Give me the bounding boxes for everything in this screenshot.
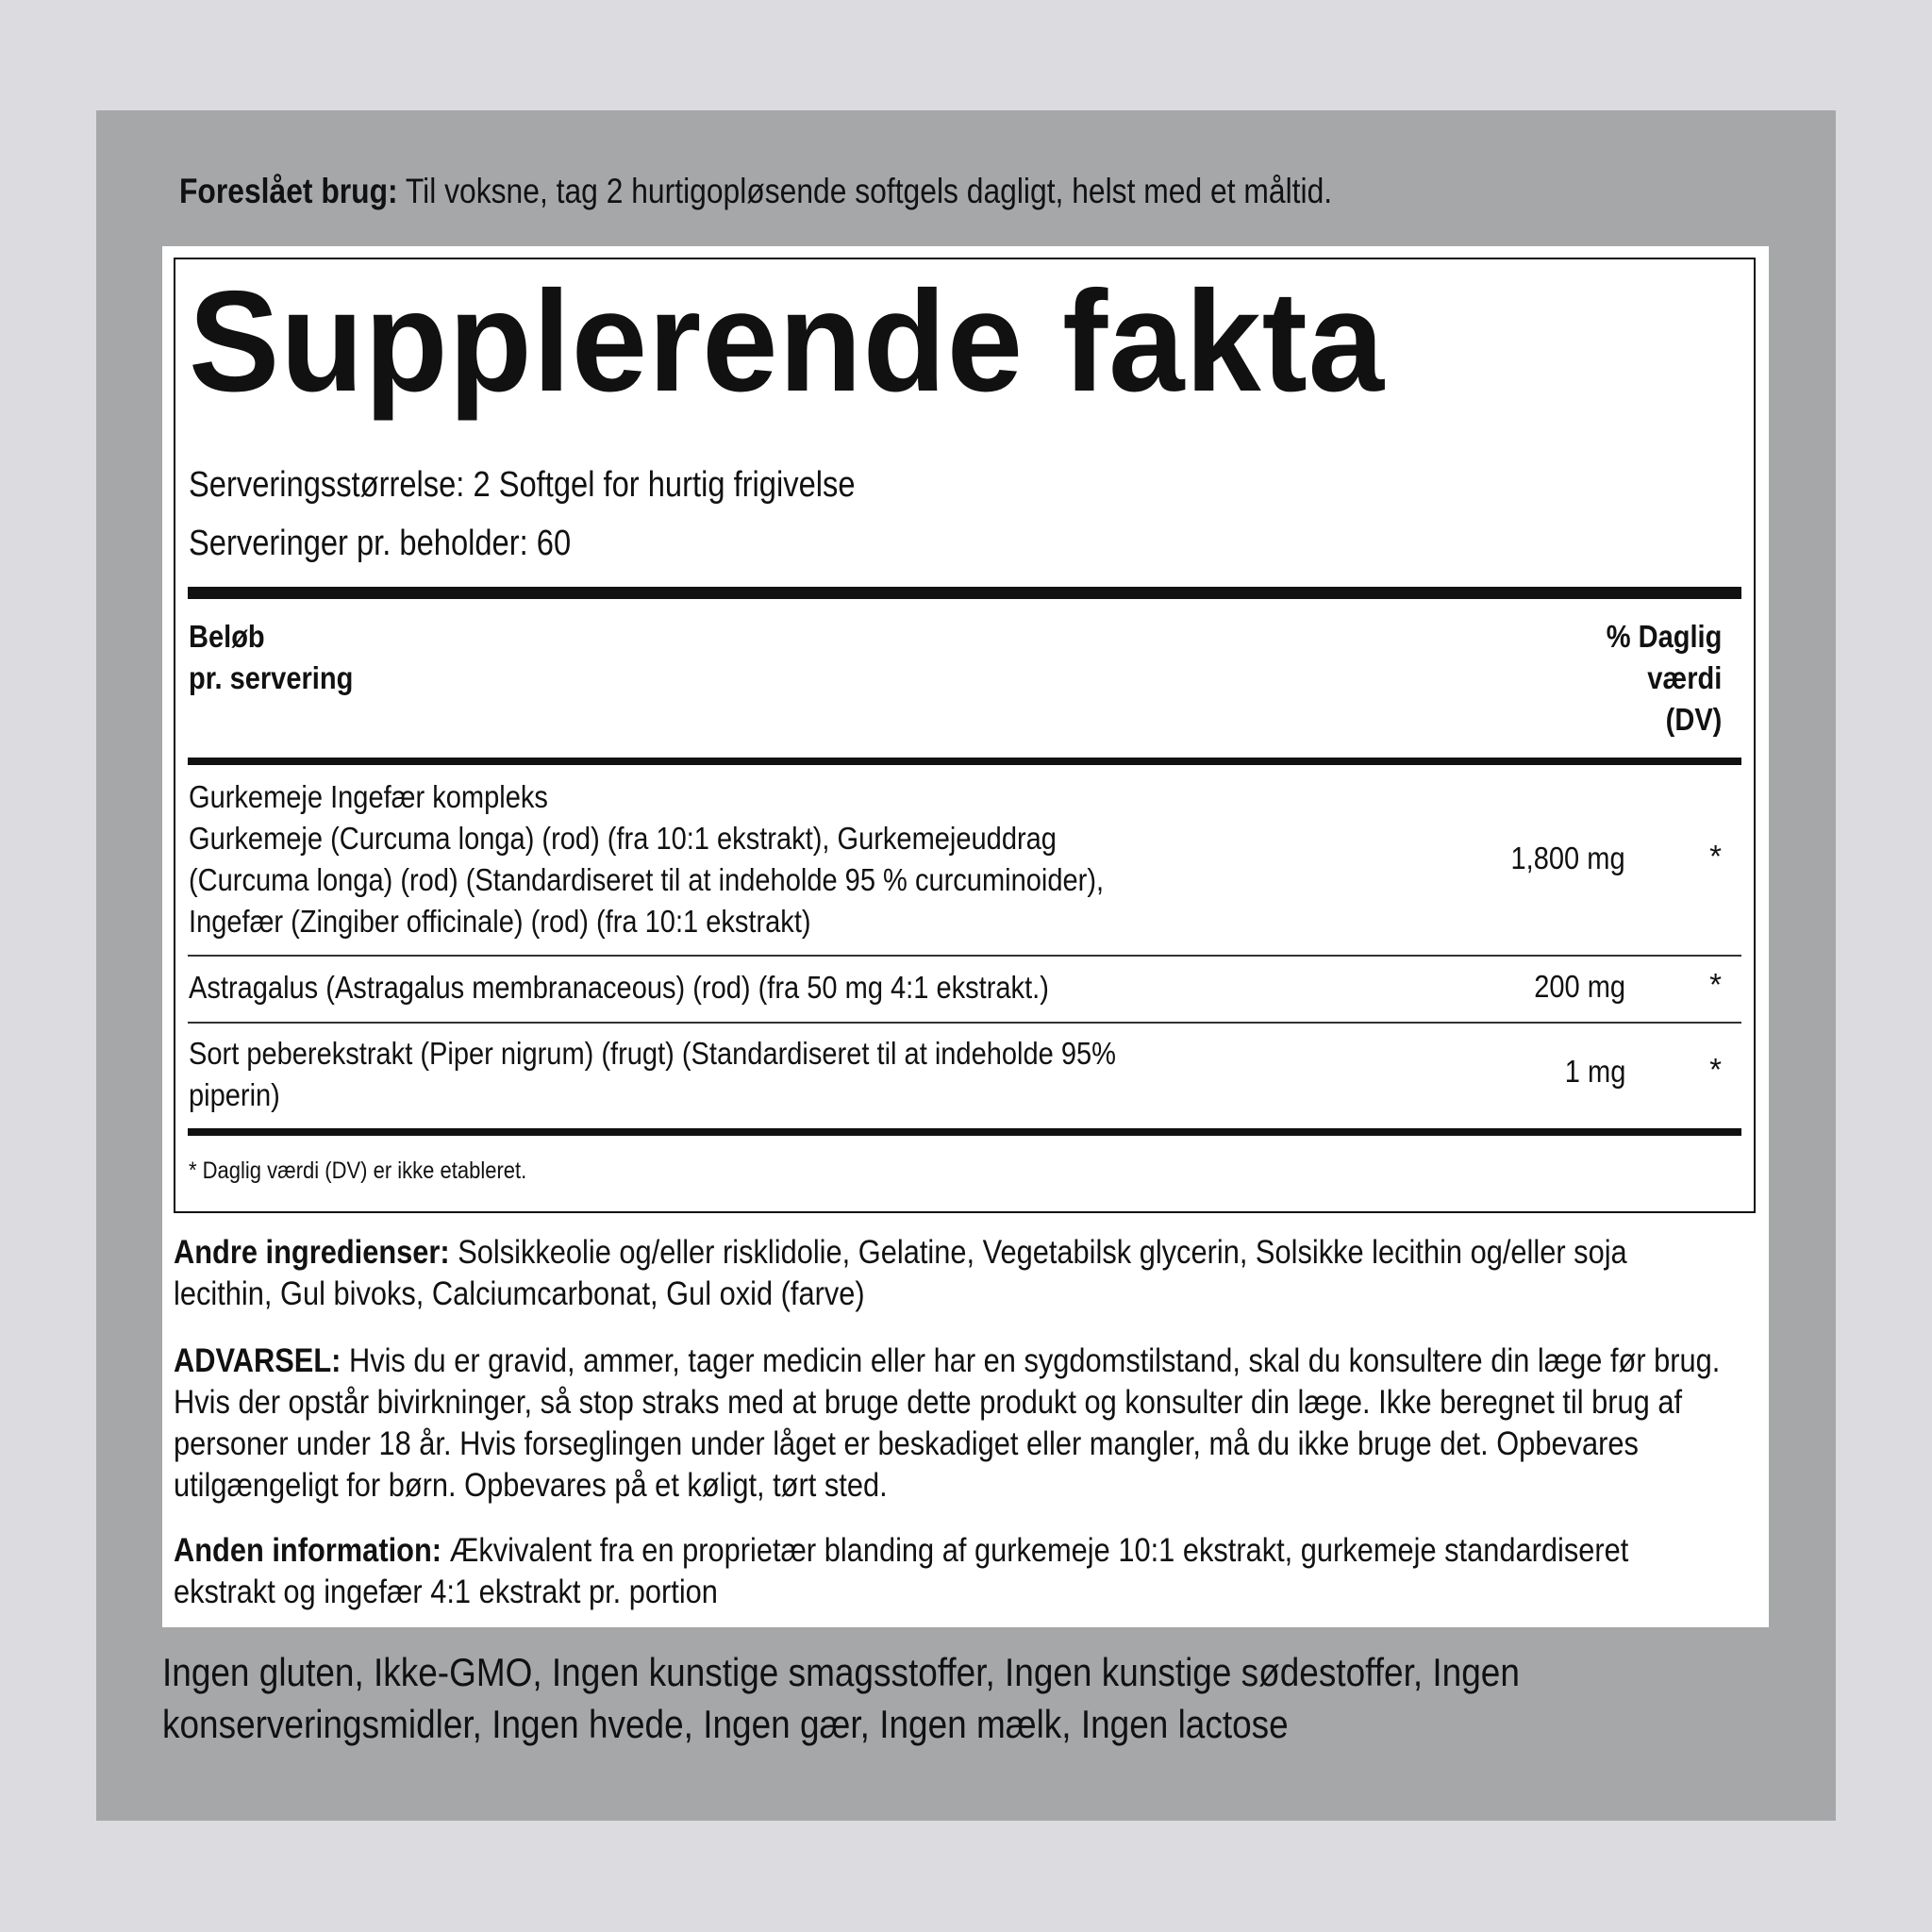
- ingredient-name: Sort peberekstrakt (Piper nigrum) (frugt) (Standardiseret til at indeholde 95%: [189, 1036, 1116, 1071]
- free-from-text: Ingen gluten, Ikke-GMO, Ingen kunstige smagsstoffer, Ingen kunstige sødestoffer, Ingen: [162, 1650, 1520, 1694]
- row-divider: [188, 1022, 1741, 1024]
- facts-title: Supplerende fakta: [189, 261, 1385, 422]
- other-information-text: ekstrakt og ingefær 4:1 ekstrakt pr. portion: [174, 1574, 718, 1610]
- warning-text: Hvis der opstår bivirkninger, så stop straks med at bruge dette produkt og konsulter din læge. Ikke beregnet til brug af: [174, 1384, 1683, 1421]
- other-ingredients-text: lecithin, Gul bivoks, Calciumcarbonat, Gul oxid (farve): [174, 1275, 865, 1312]
- warning-text: utilgængeligt for børn. Opbevares på et køligt, tørt sted.: [174, 1467, 888, 1504]
- dv-header-line: (DV): [1665, 702, 1722, 737]
- other-ingredients-label: Andre ingredienser:: [174, 1234, 450, 1271]
- suggested-use: [179, 172, 1574, 211]
- ingredient-amount: 1 mg: [1564, 1054, 1625, 1089]
- ingredient-amount: 200 mg: [1534, 969, 1625, 1004]
- warning-text: Hvis du er gravid, ammer, tager medicin eller har en sygdomstilstand, skal du konsultere din læge før brug.: [341, 1342, 1721, 1379]
- header-divider: [188, 758, 1741, 765]
- ingredient-detail: Gurkemeje (Curcuma longa) (rod) (fra 10:1 ekstrakt), Gurkemejeuddrag: [189, 821, 1057, 856]
- ingredient-detail: (Curcuma longa) (rod) (Standardiseret til at indeholde 95 % curcuminoider),: [189, 862, 1105, 897]
- ingredient-dv: *: [1709, 1052, 1722, 1087]
- supplement-facts-box: [174, 258, 1756, 1213]
- ingredient-detail: piperin): [189, 1077, 280, 1112]
- ingredient-row-turmeric-ginger: [189, 776, 1168, 942]
- serving-size: Serveringsstørrelse: 2 Softgel for hurtig frigivelse: [189, 465, 856, 505]
- suggested-use-label: Foreslået brug:: [179, 172, 398, 210]
- warning-label: ADVARSEL:: [174, 1342, 341, 1379]
- amount-header-line: Beløb: [189, 619, 265, 654]
- other-information-label: Anden information:: [174, 1532, 442, 1569]
- ingredient-row-black-pepper: [189, 1033, 1168, 1116]
- row-divider: [188, 955, 1741, 957]
- ingredient-name: Astragalus (Astragalus membranaceous) (rod) (fra 50 mg 4:1 ekstrakt.): [189, 970, 1049, 1005]
- other-information-text: Ækvivalent fra en proprietær blanding af gurkemeje 10:1 ekstrakt, gurkemeje standardiseret: [441, 1532, 1629, 1569]
- other-ingredients-text: Solsikkeolie og/eller risklidolie, Gelatine, Vegetabilsk glycerin, Solsikke lecithin og/eller soja: [449, 1234, 1627, 1271]
- other-ingredients: [174, 1232, 1755, 1315]
- ingredient-dv: *: [1709, 967, 1722, 1002]
- dv-header-line: værdi: [1646, 660, 1722, 695]
- ingredient-dv: *: [1709, 839, 1722, 874]
- bottom-divider: [188, 1128, 1741, 1136]
- warning-text: personer under 18 år. Hvis forseglingen under låget er beskadiget eller mangler, må du ikke bruge det. Opbevares: [174, 1425, 1639, 1462]
- ingredient-detail: Ingefær (Zingiber officinale) (rod) (fra 10:1 ekstrakt): [189, 904, 811, 939]
- free-from-text: konserveringsmidler, Ingen hvede, Ingen gær, Ingen mælk, Ingen lactose: [162, 1702, 1289, 1746]
- dv-footnote: * Daglig værdi (DV) er ikke etableret.: [189, 1158, 527, 1184]
- ingredient-amount: 1,800 mg: [1510, 841, 1625, 875]
- suggested-use-text: Til voksne, tag 2 hurtigopløsende softgels dagligt, helst med et måltid.: [397, 172, 1333, 210]
- amount-header-line: pr. servering: [189, 660, 354, 695]
- ingredient-name: Gurkemeje Ingefær kompleks: [189, 779, 548, 814]
- amount-per-serving-header: [189, 616, 353, 699]
- ingredient-row-astragalus: [189, 967, 1168, 1008]
- other-information: [174, 1530, 1755, 1613]
- dv-header-line: % Daglig: [1606, 619, 1722, 654]
- daily-value-header: [1606, 616, 1722, 741]
- warning: [174, 1341, 1755, 1507]
- servings-per-container: Serveringer pr. beholder: 60: [189, 524, 572, 563]
- free-from-claims: [162, 1646, 1690, 1750]
- thick-divider: [188, 587, 1741, 599]
